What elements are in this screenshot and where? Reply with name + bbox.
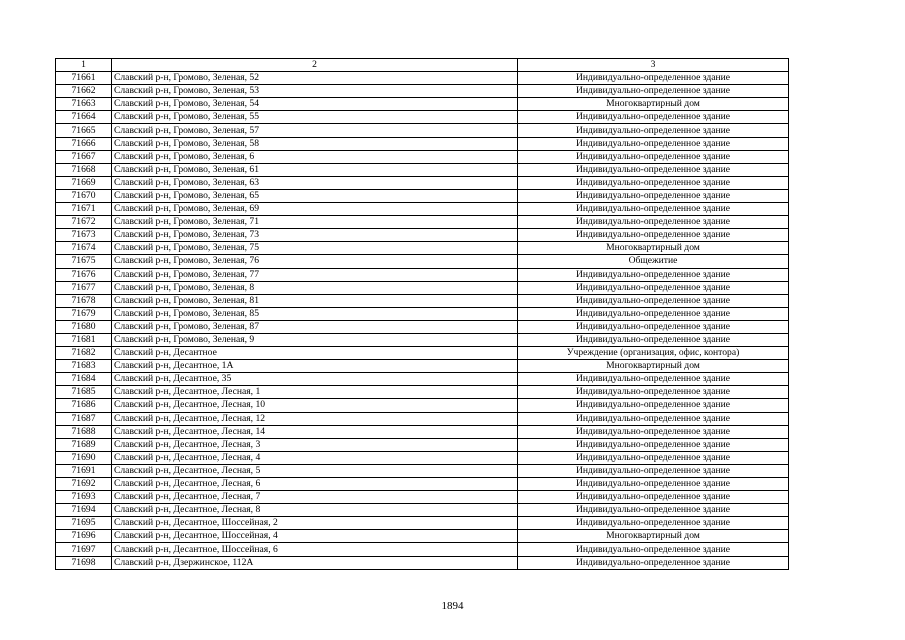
address-cell: Славский р-н, Десантное [112, 347, 518, 360]
table-row [56, 360, 789, 373]
table-row [56, 85, 789, 98]
address-cell: Славский р-н, Десантное, Лесная, 3 [112, 438, 518, 451]
building-type-cell: Индивидуально-определенное здание [518, 189, 789, 202]
address-cell: Славский р-н, Громово, Зеленая, 52 [112, 72, 518, 85]
row-id-cell: 71696 [56, 530, 112, 543]
table-row [56, 98, 789, 111]
building-type-cell: Индивидуально-определенное здание [518, 163, 789, 176]
building-type-cell: Многоквартирный дом [518, 242, 789, 255]
table-row [56, 203, 789, 216]
building-type-cell: Многоквартирный дом [518, 530, 789, 543]
row-id-cell: 71683 [56, 360, 112, 373]
table-row [56, 556, 789, 569]
address-cell: Славский р-н, Громово, Зеленая, 8 [112, 281, 518, 294]
address-cell: Славский р-н, Громово, Зеленая, 81 [112, 294, 518, 307]
building-type-cell: Индивидуально-определенное здание [518, 412, 789, 425]
row-id-cell: 71671 [56, 203, 112, 216]
address-cell: Славский р-н, Громово, Зеленая, 54 [112, 98, 518, 111]
row-id-cell: 71678 [56, 294, 112, 307]
table-row [56, 425, 789, 438]
building-type-cell: Индивидуально-определенное здание [518, 72, 789, 85]
building-type-cell: Индивидуально-определенное здание [518, 203, 789, 216]
row-id-cell: 71665 [56, 124, 112, 137]
table-row [56, 438, 789, 451]
row-id-cell: 71666 [56, 137, 112, 150]
building-type-cell: Индивидуально-определенное здание [518, 137, 789, 150]
table-row [56, 111, 789, 124]
address-cell: Славский р-н, Десантное, Лесная, 6 [112, 478, 518, 491]
table-row [56, 347, 789, 360]
address-cell: Славский р-н, Десантное, Лесная, 10 [112, 399, 518, 412]
row-id-cell: 71692 [56, 478, 112, 491]
table-row [56, 333, 789, 346]
row-id-cell: 71677 [56, 281, 112, 294]
row-id-cell: 71662 [56, 85, 112, 98]
table-row [56, 281, 789, 294]
table-row [56, 464, 789, 477]
building-type-cell: Индивидуально-определенное здание [518, 320, 789, 333]
table-row [56, 491, 789, 504]
table-row [56, 478, 789, 491]
address-cell: Славский р-н, Громово, Зеленая, 61 [112, 163, 518, 176]
row-id-cell: 71661 [56, 72, 112, 85]
registry-table-body [56, 59, 789, 570]
building-type-cell: Индивидуально-определенное здание [518, 399, 789, 412]
row-id-cell: 71686 [56, 399, 112, 412]
address-cell: Славский р-н, Громово, Зеленая, 6 [112, 150, 518, 163]
table-row [56, 412, 789, 425]
address-cell: Славский р-н, Громово, Зеленая, 69 [112, 203, 518, 216]
row-id-cell: 71682 [56, 347, 112, 360]
header-row [56, 59, 789, 72]
address-cell: Славский р-н, Громово, Зеленая, 63 [112, 176, 518, 189]
address-cell: Славский р-н, Десантное, 1А [112, 360, 518, 373]
row-id-cell: 71663 [56, 98, 112, 111]
building-type-cell: Индивидуально-определенное здание [518, 556, 789, 569]
building-type-cell: Индивидуально-определенное здание [518, 150, 789, 163]
header-col-2: 2 [112, 59, 518, 72]
table-row [56, 216, 789, 229]
table-row [56, 72, 789, 85]
address-cell: Славский р-н, Десантное, Лесная, 7 [112, 491, 518, 504]
building-type-cell: Индивидуально-определенное здание [518, 517, 789, 530]
address-cell: Славский р-н, Громово, Зеленая, 65 [112, 189, 518, 202]
address-cell: Славский р-н, Громово, Зеленая, 75 [112, 242, 518, 255]
address-cell: Славский р-н, Громово, Зеленая, 71 [112, 216, 518, 229]
row-id-cell: 71689 [56, 438, 112, 451]
address-cell: Славский р-н, Десантное, 35 [112, 373, 518, 386]
building-type-cell: Индивидуально-определенное здание [518, 504, 789, 517]
building-type-cell: Индивидуально-определенное здание [518, 386, 789, 399]
building-type-cell: Индивидуально-определенное здание [518, 176, 789, 189]
row-id-cell: 71695 [56, 517, 112, 530]
table-row [56, 163, 789, 176]
building-type-cell: Индивидуально-определенное здание [518, 478, 789, 491]
building-type-cell: Индивидуально-определенное здание [518, 111, 789, 124]
building-type-cell: Индивидуально-определенное здание [518, 268, 789, 281]
table-row [56, 543, 789, 556]
address-cell: Славский р-н, Громово, Зеленая, 58 [112, 137, 518, 150]
building-type-cell: Многоквартирный дом [518, 98, 789, 111]
table-row [56, 294, 789, 307]
registry-table [55, 58, 789, 570]
table-row [56, 124, 789, 137]
address-cell: Славский р-н, Громово, Зеленая, 53 [112, 85, 518, 98]
address-cell: Славский р-н, Десантное, Шоссейная, 6 [112, 543, 518, 556]
row-id-cell: 71664 [56, 111, 112, 124]
address-cell: Славский р-н, Десантное, Шоссейная, 4 [112, 530, 518, 543]
address-cell: Славский р-н, Громово, Зеленая, 77 [112, 268, 518, 281]
row-id-cell: 71681 [56, 333, 112, 346]
row-id-cell: 71684 [56, 373, 112, 386]
row-id-cell: 71667 [56, 150, 112, 163]
building-type-cell: Индивидуально-определенное здание [518, 307, 789, 320]
building-type-cell: Индивидуально-определенное здание [518, 438, 789, 451]
row-id-cell: 71674 [56, 242, 112, 255]
building-type-cell: Индивидуально-определенное здание [518, 333, 789, 346]
row-id-cell: 71670 [56, 189, 112, 202]
table-row [56, 229, 789, 242]
row-id-cell: 71693 [56, 491, 112, 504]
table-row [56, 386, 789, 399]
table-row [56, 399, 789, 412]
row-id-cell: 71698 [56, 556, 112, 569]
page-number: 1894 [441, 600, 464, 612]
table-row [56, 176, 789, 189]
building-type-cell: Индивидуально-определенное здание [518, 451, 789, 464]
address-cell: Славский р-н, Десантное, Шоссейная, 2 [112, 517, 518, 530]
building-type-cell: Индивидуально-определенное здание [518, 491, 789, 504]
table-row [56, 268, 789, 281]
row-id-cell: 71690 [56, 451, 112, 464]
building-type-cell: Индивидуально-определенное здание [518, 543, 789, 556]
row-id-cell: 71680 [56, 320, 112, 333]
address-cell: Славский р-н, Дзержинское, 112А [112, 556, 518, 569]
table-row [56, 255, 789, 268]
row-id-cell: 71685 [56, 386, 112, 399]
address-cell: Славский р-н, Громово, Зеленая, 87 [112, 320, 518, 333]
building-type-cell: Индивидуально-определенное здание [518, 216, 789, 229]
address-cell: Славский р-н, Десантное, Лесная, 12 [112, 412, 518, 425]
table-row [56, 307, 789, 320]
row-id-cell: 71669 [56, 176, 112, 189]
address-cell: Славский р-н, Громово, Зеленая, 76 [112, 255, 518, 268]
building-type-cell: Индивидуально-определенное здание [518, 229, 789, 242]
row-id-cell: 71687 [56, 412, 112, 425]
address-cell: Славский р-н, Десантное, Лесная, 5 [112, 464, 518, 477]
row-id-cell: 71688 [56, 425, 112, 438]
table-row [56, 242, 789, 255]
address-cell: Славский р-н, Десантное, Лесная, 1 [112, 386, 518, 399]
address-cell: Славский р-н, Десантное, Лесная, 14 [112, 425, 518, 438]
row-id-cell: 71697 [56, 543, 112, 556]
address-cell: Славский р-н, Десантное, Лесная, 4 [112, 451, 518, 464]
building-type-cell: Индивидуально-определенное здание [518, 373, 789, 386]
table-row [56, 150, 789, 163]
address-cell: Славский р-н, Громово, Зеленая, 57 [112, 124, 518, 137]
table-row [56, 320, 789, 333]
address-cell: Славский р-н, Громово, Зеленая, 85 [112, 307, 518, 320]
building-type-cell: Индивидуально-определенное здание [518, 124, 789, 137]
building-type-cell: Индивидуально-определенное здание [518, 464, 789, 477]
building-type-cell: Учреждение (организация, офис, контора) [518, 347, 789, 360]
row-id-cell: 71675 [56, 255, 112, 268]
row-id-cell: 71676 [56, 268, 112, 281]
address-cell: Славский р-н, Громово, Зеленая, 73 [112, 229, 518, 242]
table-row [56, 530, 789, 543]
row-id-cell: 71668 [56, 163, 112, 176]
table-row [56, 189, 789, 202]
table-row [56, 451, 789, 464]
row-id-cell: 71694 [56, 504, 112, 517]
table-row [56, 517, 789, 530]
row-id-cell: 71672 [56, 216, 112, 229]
address-cell: Славский р-н, Громово, Зеленая, 55 [112, 111, 518, 124]
table-row [56, 373, 789, 386]
table-row [56, 504, 789, 517]
row-id-cell: 71691 [56, 464, 112, 477]
address-cell: Славский р-н, Громово, Зеленая, 9 [112, 333, 518, 346]
building-type-cell: Индивидуально-определенное здание [518, 294, 789, 307]
building-type-cell: Индивидуально-определенное здание [518, 281, 789, 294]
header-col-1: 1 [56, 59, 112, 72]
building-type-cell: Общежитие [518, 255, 789, 268]
row-id-cell: 71673 [56, 229, 112, 242]
header-col-3: 3 [518, 59, 789, 72]
address-cell: Славский р-н, Десантное, Лесная, 8 [112, 504, 518, 517]
building-type-cell: Индивидуально-определенное здание [518, 85, 789, 98]
table-row [56, 137, 789, 150]
row-id-cell: 71679 [56, 307, 112, 320]
building-type-cell: Индивидуально-определенное здание [518, 425, 789, 438]
building-type-cell: Многоквартирный дом [518, 360, 789, 373]
